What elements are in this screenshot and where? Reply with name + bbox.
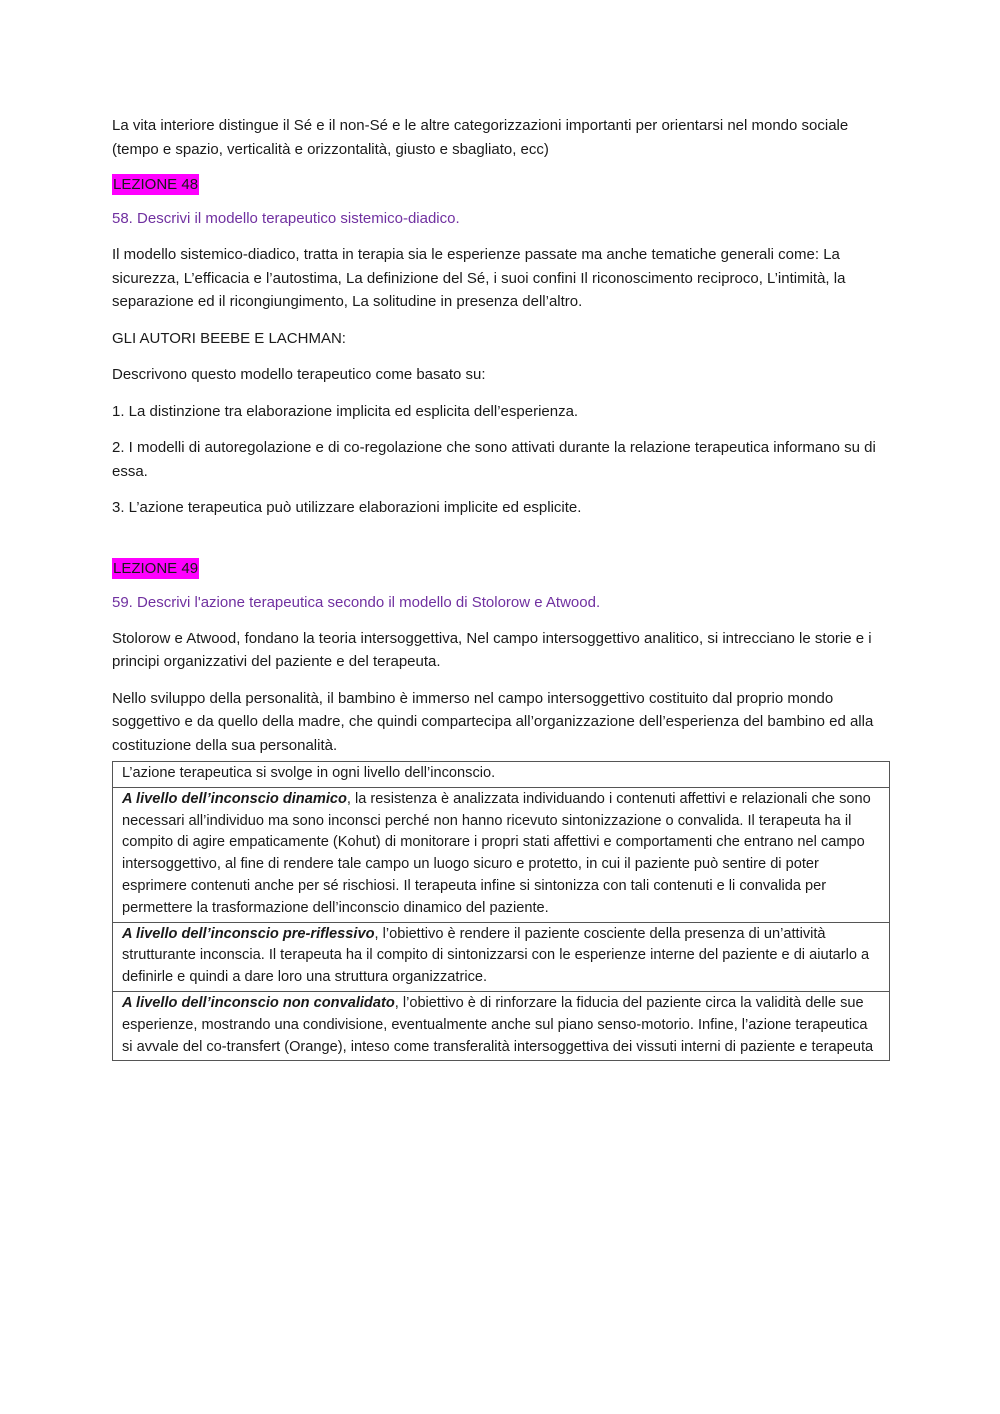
table-cell-unvalidated [113,991,890,1060]
stolorow-atwood-paragraph: Stolorow e Atwood, fondano la teoria intersoggettiva, Nel campo intersoggettivo analitico, si intrecciano le storie e i principi organizzativi del paziente e del terapeuta. [112,629,872,670]
lesson-48-tag-wrapper [112,174,892,195]
personality-development-paragraph: Nello sviluppo della personalità, il bambino è immerso nel campo intersoggettivo costituito dal proprio mondo soggettivo e da quello della madre, che quindi compartecipa all’organizzazione dell’esperienza del bambino ed alla costituzione della sua personalità. [112,689,874,754]
text-unvalidated: , l’obiettivo è di rinforzare la fiducia del paziente circa la validità delle sue esperienze, mostrando una condivisione, eventualmente anche sul piano senso-motorio. Infine, l’azione terapeutica si avvale del co-transfert (Orange), inteso come transferalità intersoggettiva dei vissuti interni di paziente e terapeuta [122,994,874,1055]
page-content [112,114,892,1061]
lead-unvalidated: A livello dell’inconscio non convalidato [122,994,395,1011]
question-58: 58. Descrivi il modello terapeutico sistemico-diadico. [112,210,460,227]
lesson-48-tag: LEZIONE 48 [113,176,199,193]
authors-heading: GLI AUTORI BEEBE E LACHMAN: [112,329,346,347]
section-spacer [112,520,892,558]
systemic-dyadic-paragraph: Il modello sistemico-diadico, tratta in terapia sia le esperienze passate ma anche tematiche generali come: La sicurezza, L’efficacia e l’autostima, La definizione del Sé, i suoi confini Il riconoscimento reciproco, L’intimità, la separazione ed il ricongiungimento, La solitudine in presenza dell’altro. [112,246,846,310]
point-2: 2. I modelli di autoregolazione e di co-regolazione che sono attivati durante la relazione terapeutica informano su di essa. [112,439,876,480]
point-3: 3. L’azione terapeutica può utilizzare elaborazioni implicite ed esplicite. [112,499,582,516]
text-pre-reflexive: , l’obiettivo è rendere il paziente cosciente della presenza di un’attività strutturante inconscia. Il terapeuta ha il compito di sintonizzarsi con le esperienze interne del paziente e di aiutarlo a definirle e quindi a dare loro una struttura organizzatrice. [122,925,870,986]
table-row [113,991,890,1060]
lead-dynamic: A livello dell’inconscio dinamico [122,790,347,807]
lead-pre-reflexive: A livello dell’inconscio pre-riflessivo [122,925,375,942]
lesson-49-tag: LEZIONE 49 [113,559,199,577]
intro-paragraph: La vita interiore distingue il Sé e il non-Sé e le altre categorizzazioni importanti per orientarsi nel mondo sociale (tempo e spazio, verticalità e orizzontalità, giusto e sbagliato, ecc) [112,117,849,158]
text-dynamic: , la resistenza è analizzata individuando i contenuti affettivi e relazionali che sono necessari all’individuo ma sono inconsci perché non hanno ricevuto sintonizzazione o convalida. Il terapeuta ha il compito di agire empaticamente (Kohut) di monitorare i propri stati affettivi e comportamenti che entrano nel campo intersoggettivo, al fine di rendere tale campo un luogo sicuro e protetto, in cui il paziente può sentire di poter esprimere contenuti anche per sé rischiosi. Il terapeuta infine si sintonizza con tali contenuti e li convalida per permettere la trasformazione dell’inconscio dinamico del paziente. [122,790,871,916]
table-header-cell: L’azione terapeutica si svolge in ogni livello dell’inconscio. [113,762,890,788]
table-header-row [113,762,890,788]
lesson-49-tag-wrapper [112,558,892,579]
unconscious-levels-table [112,761,890,1061]
table-row [113,922,890,991]
question-59: 59. Descrivi l'azione terapeutica secondo il modello di Stolorow e Atwood. [112,593,601,611]
table-cell-pre-reflexive [113,922,890,991]
table-row [113,787,890,922]
table-cell-dynamic [113,787,890,922]
point-1: 1. La distinzione tra elaborazione implicita ed esplicita dell’esperienza. [112,402,579,420]
authors-intro: Descrivono questo modello terapeutico come basato su: [112,366,486,383]
